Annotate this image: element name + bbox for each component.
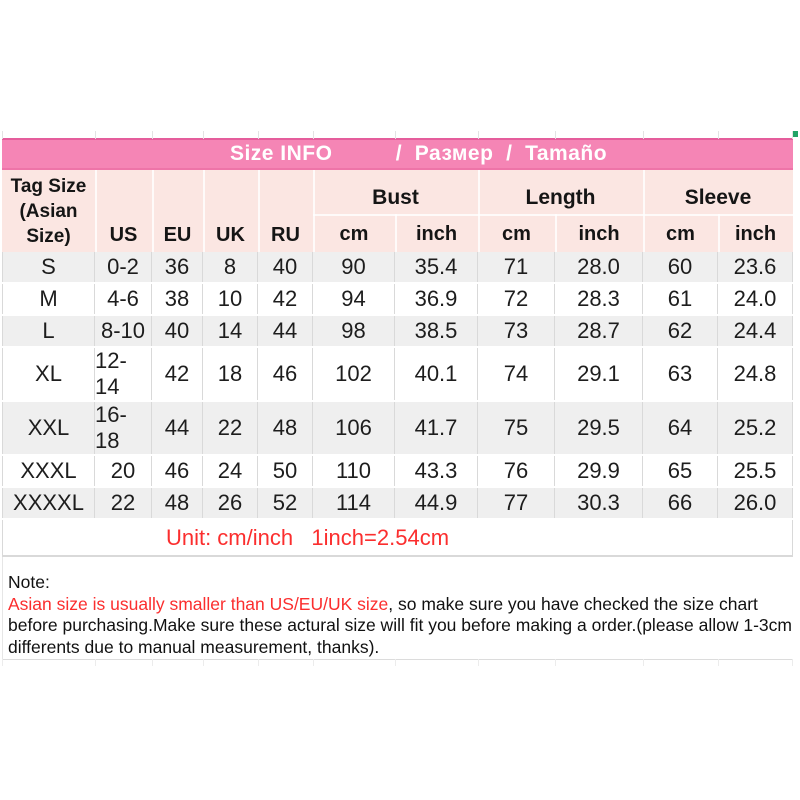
table-cell-eu: 42 — [152, 348, 203, 400]
spreadsheet-gridline — [792, 131, 793, 139]
header-unit-inch: inch — [415, 223, 458, 245]
table-cell-us: 0-2 — [95, 252, 152, 282]
header-group-bust: Bust — [372, 186, 419, 209]
table-cell-bust_cm: 102 — [313, 348, 395, 400]
spreadsheet-gridline — [203, 131, 204, 139]
table-cell-tag: L — [2, 316, 95, 346]
table-cell-eu: 48 — [152, 488, 203, 518]
spreadsheet-gridline — [95, 659, 96, 666]
table-cell-bust_cm: 110 — [313, 456, 395, 486]
spreadsheet-gridline — [203, 659, 204, 666]
table-cell-length_cm: 76 — [478, 456, 555, 486]
header-divider — [718, 214, 720, 252]
header-size-system-eu: EU — [163, 224, 192, 246]
unit-note: Unit: cm/inch 1inch=2.54cm — [165, 524, 450, 550]
table-cell-tag: XXXXL — [2, 488, 95, 518]
table-cell-us: 8-10 — [95, 316, 152, 346]
table-cell-length_cm: 71 — [478, 252, 555, 282]
table-cell-tag: XL — [2, 348, 95, 400]
note-rest: , so make sure you have checked the size chart before purchasing.Make sure these actural size will fit you before making a order.(please allow 1-3cm differents due to manual measurement, thanks). — [8, 593, 792, 657]
table-cell-bust_cm: 94 — [313, 284, 395, 314]
spreadsheet-gridline — [718, 659, 719, 666]
table-header — [2, 170, 793, 252]
table-cell-bust_inch: 36.9 — [395, 284, 478, 314]
header-group-sleeve: Sleeve — [684, 186, 752, 209]
spreadsheet-gridline — [152, 659, 153, 666]
spreadsheet-gridline — [258, 659, 259, 666]
table-cell-eu: 38 — [152, 284, 203, 314]
table-cell-bust_inch: 35.4 — [395, 252, 478, 282]
table-cell-ru: 52 — [258, 488, 313, 518]
spreadsheet-gridline — [395, 659, 396, 666]
table-cell-tag: XXXL — [2, 456, 95, 486]
table-cell-sleeve_inch: 26.0 — [718, 488, 793, 518]
table-cell-ru: 50 — [258, 456, 313, 486]
table-cell-length_cm: 74 — [478, 348, 555, 400]
table-cell-bust_inch: 41.7 — [395, 402, 478, 454]
spreadsheet-gridline — [152, 131, 153, 139]
table-cell-us: 20 — [95, 456, 152, 486]
header-size-system-us: US — [109, 224, 138, 246]
table-cell-eu: 40 — [152, 316, 203, 346]
table-cell-sleeve_inch: 23.6 — [718, 252, 793, 282]
size-table-body — [2, 252, 793, 520]
table-cell-uk: 24 — [203, 456, 258, 486]
note-section — [8, 572, 792, 658]
header-unit-cm: cm — [339, 223, 369, 245]
spreadsheet-gridline — [313, 659, 314, 666]
table-cell-us: 4-6 — [95, 284, 152, 314]
spreadsheet-gridline — [718, 131, 719, 139]
table-cell-uk: 8 — [203, 252, 258, 282]
spreadsheet-gridline — [313, 131, 314, 139]
table-cell-sleeve_inch: 25.2 — [718, 402, 793, 454]
table-cell-bust_cm: 98 — [313, 316, 395, 346]
table-cell-us: 12-14 — [95, 348, 152, 400]
note-label: Note: — [8, 572, 50, 592]
table-cell-length_inch: 29.9 — [555, 456, 643, 486]
header-group-length: Length — [525, 186, 596, 209]
table-cell-sleeve_cm: 60 — [643, 252, 718, 282]
header-divider — [203, 170, 205, 252]
table-cell-eu: 46 — [152, 456, 203, 486]
table-cell-tag: S — [2, 252, 95, 282]
table-cell-length_inch: 29.5 — [555, 402, 643, 454]
table-cell-sleeve_cm: 66 — [643, 488, 718, 518]
table-cell-uk: 26 — [203, 488, 258, 518]
table-cell-sleeve_cm: 62 — [643, 316, 718, 346]
table-cell-length_inch: 28.0 — [555, 252, 643, 282]
table-cell-us: 16-18 — [95, 402, 152, 454]
table-title-bar — [2, 138, 793, 170]
spreadsheet-gridline — [258, 131, 259, 139]
table-cell-uk: 10 — [203, 284, 258, 314]
header-size-system-ru: RU — [271, 224, 300, 246]
table-cell-uk: 22 — [203, 402, 258, 454]
header-divider — [478, 170, 480, 252]
table-row-s — [2, 252, 793, 284]
note-highlight: Asian size is usually smaller than US/EU/UK size — [8, 593, 389, 614]
header-unit-cm: cm — [666, 223, 695, 245]
table-cell-us: 22 — [95, 488, 152, 518]
table-row-xxl — [2, 402, 793, 456]
header-size-system-uk: UK — [216, 224, 245, 246]
table-cell-bust_inch: 40.1 — [395, 348, 478, 400]
header-unit-inch: inch — [578, 223, 620, 245]
table-cell-sleeve_inch: 24.4 — [718, 316, 793, 346]
table-cell-sleeve_cm: 65 — [643, 456, 718, 486]
header-divider — [555, 214, 557, 252]
table-cell-uk: 14 — [203, 316, 258, 346]
header-divider — [395, 214, 397, 252]
table-cell-length_cm: 75 — [478, 402, 555, 454]
spreadsheet-gridline — [95, 131, 96, 139]
table-cell-length_inch: 28.7 — [555, 316, 643, 346]
table-cell-ru: 44 — [258, 316, 313, 346]
spreadsheet-gridline — [2, 131, 3, 139]
header-divider — [152, 170, 154, 252]
table-cell-sleeve_cm: 64 — [643, 402, 718, 454]
table-row-m — [2, 284, 793, 316]
table-cell-length_inch: 29.1 — [555, 348, 643, 400]
table-cell-bust_cm: 106 — [313, 402, 395, 454]
note-paragraph — [8, 594, 792, 659]
table-cell-bust_inch: 44.9 — [395, 488, 478, 518]
table-cell-length_inch: 30.3 — [555, 488, 643, 518]
table-cell-ru: 40 — [258, 252, 313, 282]
table-row-l — [2, 316, 793, 348]
spreadsheet-gridline — [643, 131, 644, 139]
spreadsheet-gridline — [395, 131, 396, 139]
table-row-xxxxl — [2, 488, 793, 520]
table-row-xxxl — [2, 456, 793, 488]
header-divider — [643, 170, 645, 252]
header-divider — [313, 170, 315, 252]
spreadsheet-gridline — [2, 659, 3, 666]
table-cell-uk: 18 — [203, 348, 258, 400]
table-cell-ru: 42 — [258, 284, 313, 314]
table-cell-sleeve_inch: 25.5 — [718, 456, 793, 486]
table-cell-tag: XXL — [2, 402, 95, 454]
unit-row — [2, 520, 793, 557]
table-cell-ru: 48 — [258, 402, 313, 454]
table-cell-sleeve_inch: 24.0 — [718, 284, 793, 314]
header-unit-cm: cm — [502, 223, 531, 245]
table-cell-tag: M — [2, 284, 95, 314]
spreadsheet-gridline — [555, 131, 556, 139]
table-row-xl — [2, 348, 793, 402]
spreadsheet-gridline — [478, 659, 479, 666]
table-cell-eu: 44 — [152, 402, 203, 454]
table-cell-bust_cm: 114 — [313, 488, 395, 518]
header-divider — [258, 170, 260, 252]
table-cell-bust_cm: 90 — [313, 252, 395, 282]
table-cell-length_cm: 72 — [478, 284, 555, 314]
header-divider — [95, 170, 97, 252]
table-cell-sleeve_cm: 63 — [643, 348, 718, 400]
spreadsheet-gridline — [478, 131, 479, 139]
table-cell-bust_inch: 38.5 — [395, 316, 478, 346]
header-unit-inch: inch — [734, 223, 777, 245]
table-cell-length_inch: 28.3 — [555, 284, 643, 314]
table-cell-length_cm: 73 — [478, 316, 555, 346]
table-cell-sleeve_inch: 24.8 — [718, 348, 793, 400]
spreadsheet-gridline — [792, 659, 793, 666]
table-cell-bust_inch: 43.3 — [395, 456, 478, 486]
spreadsheet-gridline — [555, 659, 556, 666]
header-tag-size: Tag Size (Asian Size) — [10, 175, 87, 247]
table-cell-length_cm: 77 — [478, 488, 555, 518]
table-title: Size INFO / Размер / Tamaño — [229, 142, 608, 165]
spreadsheet-gridline — [643, 659, 644, 666]
table-cell-eu: 36 — [152, 252, 203, 282]
table-cell-sleeve_cm: 61 — [643, 284, 718, 314]
spreadsheet-selection-handle — [793, 131, 798, 137]
table-cell-ru: 46 — [258, 348, 313, 400]
spreadsheet-gridline — [2, 659, 793, 660]
